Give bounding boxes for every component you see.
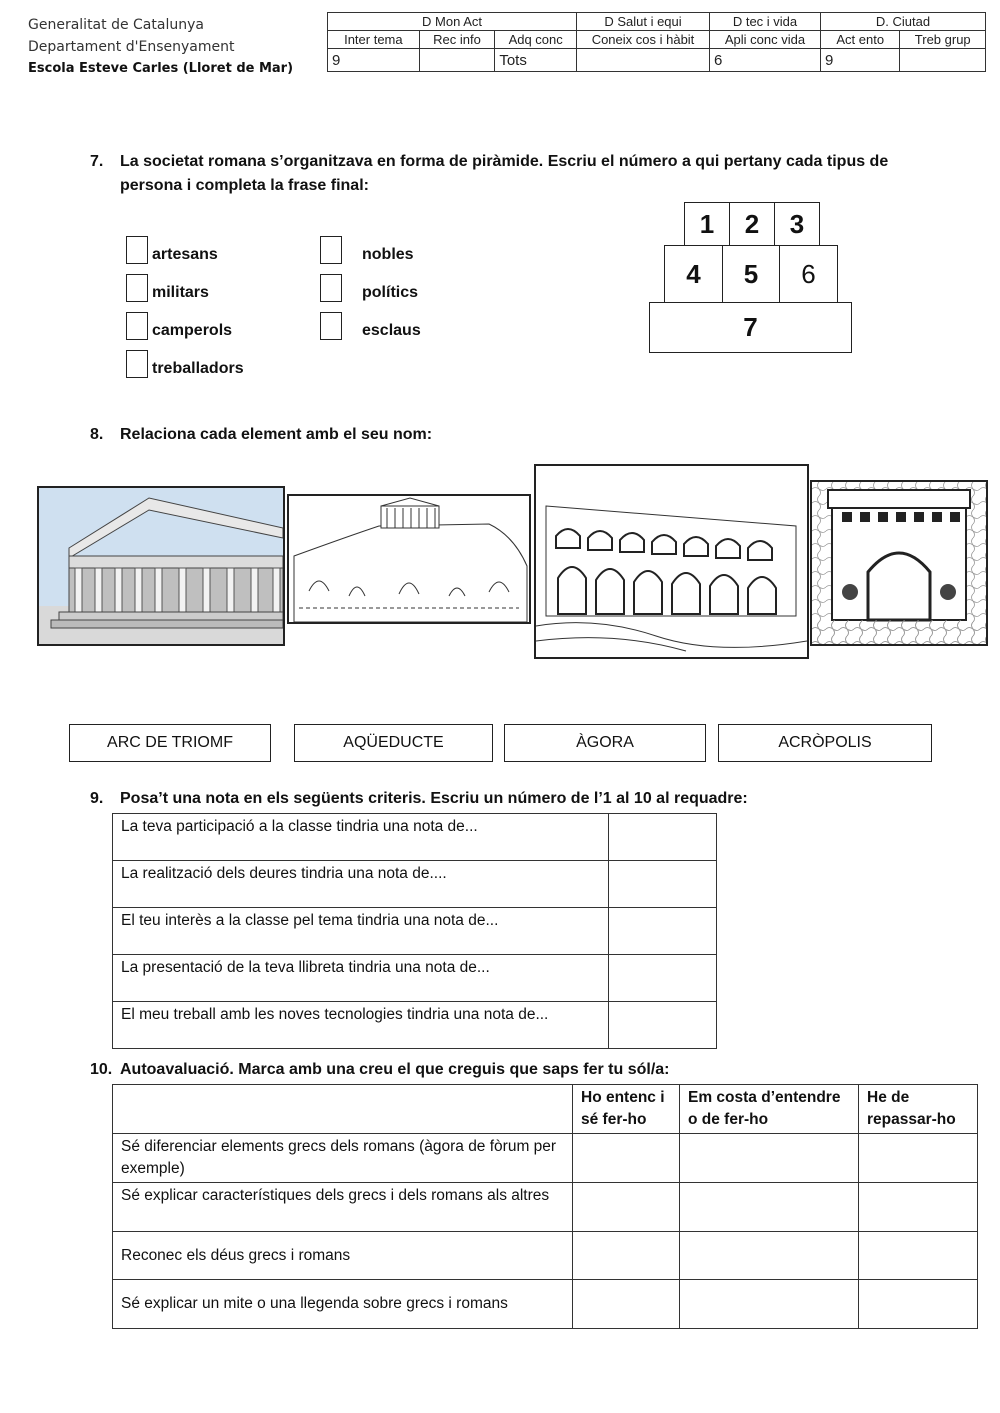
checkbox[interactable] (320, 236, 342, 264)
question-number: 7. (90, 153, 104, 170)
grid-subhead: Treb grup (900, 31, 986, 49)
checkbox[interactable] (126, 350, 148, 378)
table-row (113, 1232, 978, 1280)
checkbox-item[interactable] (126, 312, 232, 340)
grid-subhead: Apli conc vida (710, 31, 821, 49)
mark-cell[interactable] (573, 1232, 680, 1280)
question-10 (90, 1058, 890, 1084)
grid-subhead: Coneix cos i hàbit (577, 31, 710, 49)
checkbox-item[interactable] (320, 236, 414, 264)
question-9 (90, 787, 890, 813)
checkbox[interactable] (126, 312, 148, 340)
grid-subhead: Rec info (419, 31, 495, 49)
temple-image (37, 486, 285, 646)
question-7 (90, 150, 950, 200)
mark-cell[interactable] (680, 1232, 859, 1280)
grid-value[interactable] (419, 49, 495, 72)
aqueduct-image (534, 464, 809, 659)
criterion-text: El meu treball amb les noves tecnologies tindria una nota de... (113, 1002, 609, 1049)
question-number: 9. (90, 790, 104, 807)
triumphal-arch-image (810, 480, 988, 646)
grade-table (112, 813, 717, 1049)
label-aqueducte[interactable]: AQÜEDUCTE (294, 724, 493, 762)
mark-cell[interactable] (859, 1183, 978, 1232)
checkbox-label: nobles (362, 246, 414, 263)
grid-subhead: Adq conc (495, 31, 577, 49)
grid-value[interactable]: Tots (495, 49, 577, 72)
checkbox-item[interactable] (126, 236, 218, 264)
mark-cell[interactable] (859, 1280, 978, 1329)
column-header: Ho entenc i sé fer-ho (573, 1085, 680, 1134)
mark-cell[interactable] (859, 1232, 978, 1280)
grid-group: D. Ciutad (821, 13, 986, 31)
question-8 (90, 423, 790, 449)
question-text: Autoavaluació. Marca amb una creu el que creguis que saps fer tu sól/a: (120, 1061, 670, 1078)
skill-text: Sé explicar un mite o una llegenda sobre grecs i romans (113, 1280, 573, 1329)
checkbox-item[interactable] (320, 274, 418, 302)
grid-subhead: Act ento (821, 31, 900, 49)
checkbox-label: camperols (152, 322, 233, 339)
checkbox[interactable] (126, 274, 148, 302)
skill-text: Sé diferenciar elements grecs dels romans (àgora de fòrum per exemple) (113, 1134, 573, 1183)
checkbox[interactable] (320, 312, 342, 340)
checkbox-label: polítics (362, 284, 419, 301)
aqueduct-drawing (536, 466, 807, 657)
mark-cell[interactable] (573, 1183, 680, 1232)
grade-input[interactable] (609, 955, 717, 1002)
criterion-text: La presentació de la teva llibreta tindria una nota de... (113, 955, 609, 1002)
criterion-text: El teu interès a la classe pel tema tindria una nota de... (113, 908, 609, 955)
checkbox-label: treballadors (152, 360, 244, 377)
temple-drawing (39, 488, 283, 644)
pyramid-cell: 5 (722, 245, 780, 303)
school-line-2: Departament d'Ensenyament (28, 39, 235, 55)
checkbox-label: esclaus (362, 322, 421, 339)
mark-cell[interactable] (680, 1183, 859, 1232)
acropolis-drawing (289, 496, 529, 622)
criterion-text: La teva participació a la classe tindria una nota de... (113, 814, 609, 861)
pyramid-cell: 4 (664, 245, 723, 303)
empty-header (113, 1085, 573, 1134)
table-row (113, 1134, 978, 1183)
checkbox[interactable] (320, 274, 342, 302)
table-row (113, 1280, 978, 1329)
grade-input[interactable] (609, 814, 717, 861)
grade-input[interactable] (609, 861, 717, 908)
table-row (113, 908, 717, 955)
table-row (113, 955, 717, 1002)
grid-group: D tec i vida (710, 13, 821, 31)
table-row (113, 1183, 978, 1232)
question-text: Posa’t una nota en els següents criteris. Escriu un número de l’1 al 10 al requadre: (120, 790, 748, 807)
label-agora[interactable]: ÀGORA (504, 724, 706, 762)
checkbox-label: artesans (152, 246, 218, 263)
pyramid-cell: 1 (684, 202, 730, 246)
acropolis-image (287, 494, 531, 624)
grid-value[interactable]: 9 (821, 49, 900, 72)
grid-group: D Mon Act (328, 13, 577, 31)
pyramid-cell: 2 (729, 202, 775, 246)
school-header (28, 14, 293, 80)
checkbox-item[interactable] (320, 312, 421, 340)
grid-subhead: Inter tema (328, 31, 420, 49)
label-acropolis[interactable]: ACRÒPOLIS (718, 724, 932, 762)
school-line-3: Escola Esteve Carles (Lloret de Mar) (28, 61, 294, 76)
grade-input[interactable] (609, 1002, 717, 1049)
grid-group: D Salut i equi (577, 13, 710, 31)
criterion-text: La realització dels deures tindria una nota de.... (113, 861, 609, 908)
pyramid-cell: 7 (649, 302, 852, 353)
table-row (113, 861, 717, 908)
grade-input[interactable] (609, 908, 717, 955)
competency-grid (327, 12, 986, 72)
table-row (113, 1002, 717, 1049)
question-number: 8. (90, 426, 104, 443)
table-row (113, 814, 717, 861)
question-text: Relaciona cada element amb el seu nom: (120, 426, 433, 443)
checkbox-item[interactable] (126, 274, 209, 302)
question-text: La societat romana s’organitzava en forma de piràmide. Escriu el número a qui pertany cada tipus de (120, 153, 889, 170)
grid-value[interactable]: 9 (328, 49, 420, 72)
pyramid-cell: 3 (774, 202, 820, 246)
skill-text: Reconec els déus grecs i romans (113, 1232, 573, 1280)
column-header: He de repassar-ho (859, 1085, 978, 1134)
grid-value[interactable] (900, 49, 986, 72)
skill-text: Sé explicar característiques dels grecs i dels romans als altres (113, 1183, 573, 1232)
self-evaluation-table (112, 1084, 978, 1329)
pyramid-cell: 6 (779, 245, 838, 303)
checkbox-label: militars (152, 284, 209, 301)
grid-value[interactable] (577, 49, 710, 72)
label-arc-de-triomf[interactable]: ARC DE TRIOMF (69, 724, 271, 762)
school-line-1: Generalitat de Catalunya (28, 17, 204, 33)
mark-cell[interactable] (680, 1134, 859, 1183)
triumphal-arch-drawing (812, 482, 986, 644)
grid-value[interactable]: 6 (710, 49, 821, 72)
mark-cell[interactable] (573, 1280, 680, 1329)
mark-cell[interactable] (680, 1280, 859, 1329)
column-header: Em costa d’entendre o de fer-ho (680, 1085, 859, 1134)
question-number: 10. (90, 1061, 113, 1078)
checkbox-item[interactable] (126, 350, 244, 378)
question-text: persona i completa la frase final: (120, 177, 369, 194)
mark-cell[interactable] (859, 1134, 978, 1183)
mark-cell[interactable] (573, 1134, 680, 1183)
checkbox[interactable] (126, 236, 148, 264)
